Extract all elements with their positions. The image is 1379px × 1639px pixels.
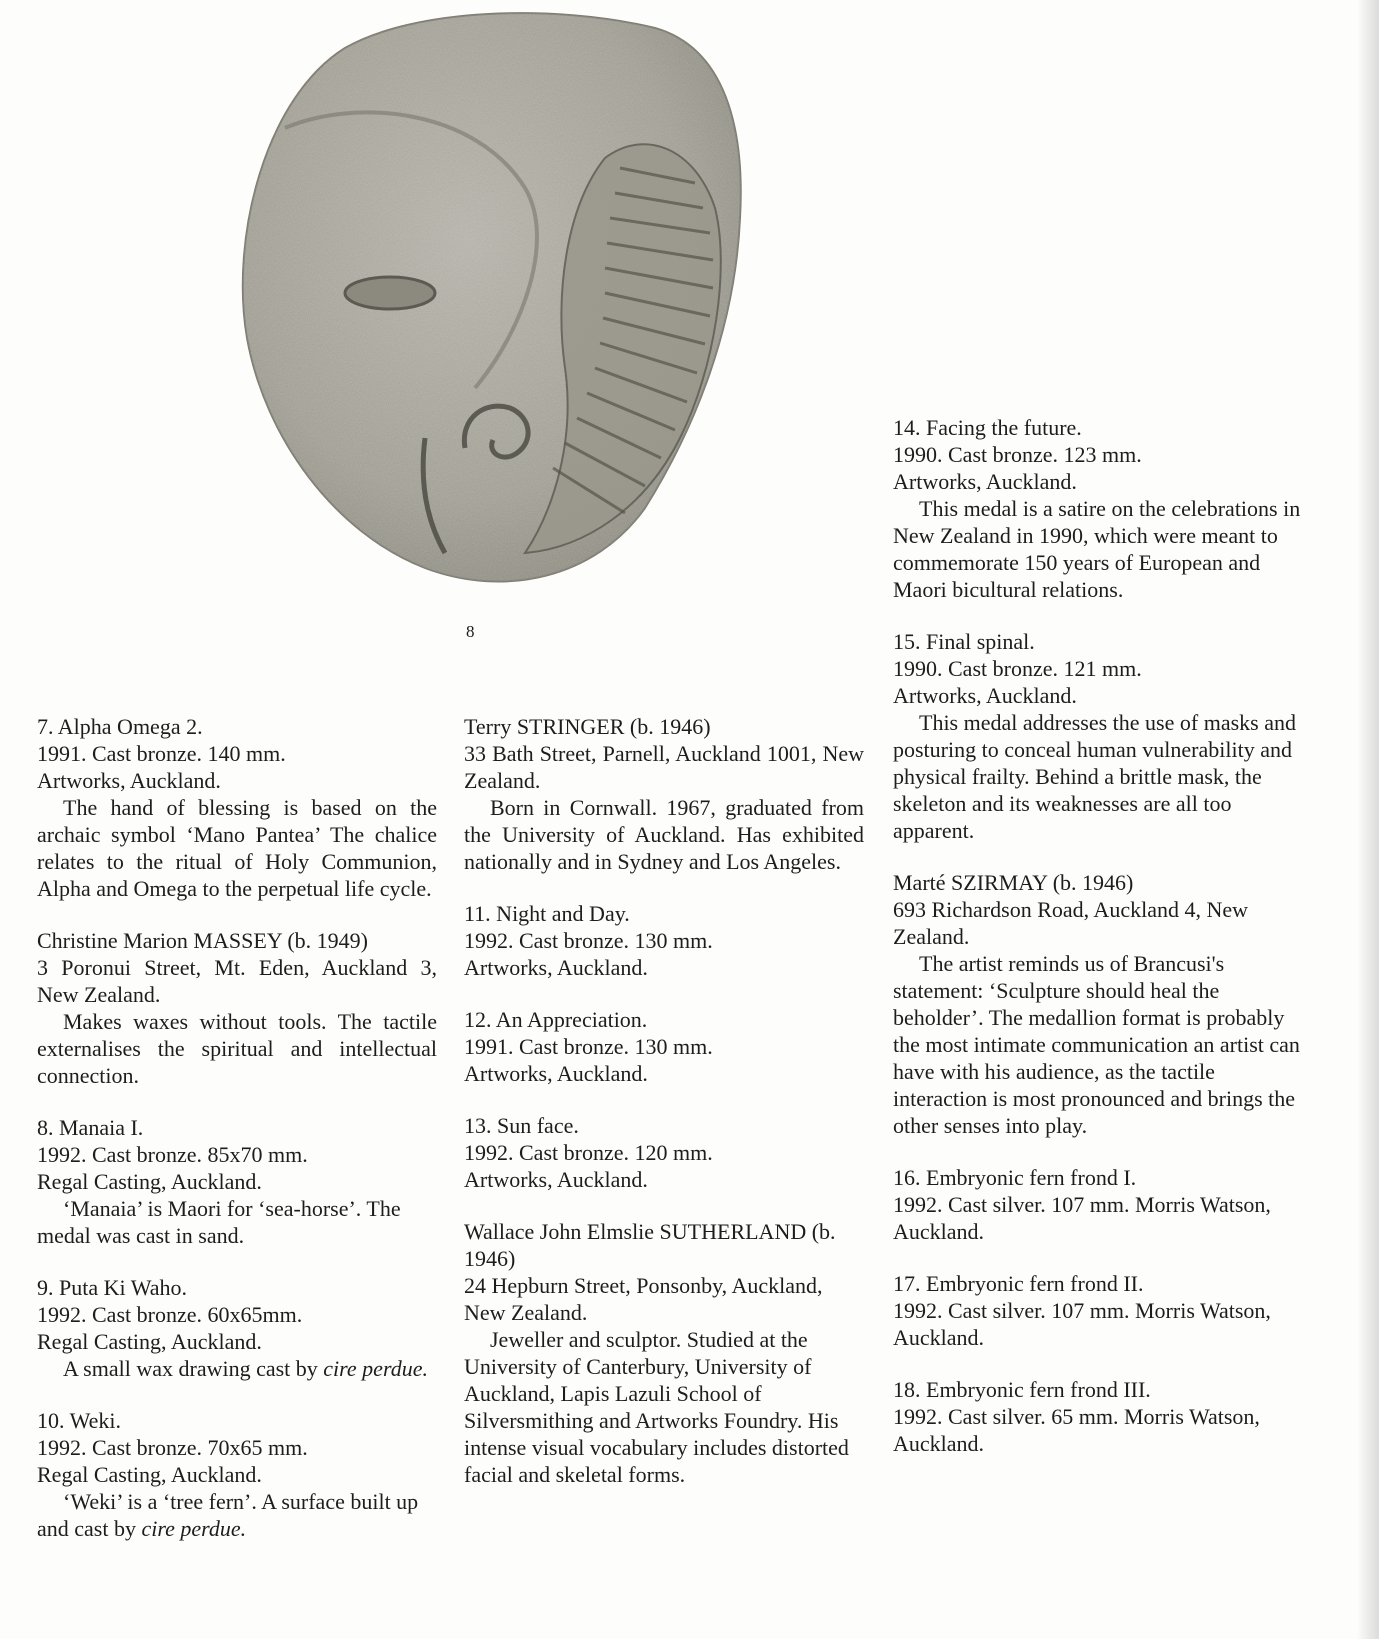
entry-description-text: ‘Weki’ is a ‘tree fern’. A surface built up and cast by [37, 1489, 419, 1541]
entry-description: This medal addresses the use of masks and posturing to conceal human vulnerability and physical frailty. Behind a brittle mask, the skeleton and its weaknesses are all too apparent. [893, 710, 1296, 843]
artist-address: 24 Hepburn Street, Ponsonby, Auckland, New Zealand. [464, 1273, 823, 1325]
entry-title: 15. Final spinal. [893, 629, 1035, 654]
entry-description-italic: cire perdue. [323, 1356, 428, 1381]
entry-title: 14. Facing the future. [893, 415, 1082, 440]
entry-details: 1992. Cast bronze. 130 mm. [464, 928, 713, 953]
artist-name: Wallace John Elmslie SUTHERLAND (b. 1946) [464, 1219, 836, 1271]
catalogue-entry-13 [464, 1112, 864, 1193]
artist-entry-sutherland [464, 1218, 864, 1488]
entry-details: 1992. Cast silver. 107 mm. Morris Watson, Auckland. [893, 1192, 1271, 1244]
entry-details: 1991. Cast bronze. 140 mm. [37, 741, 286, 766]
entry-details: 1990. Cast bronze. 123 mm. [893, 442, 1142, 467]
entry-details: 1992. Cast bronze. 60x65mm. [37, 1302, 303, 1327]
catalogue-entry-10 [37, 1407, 437, 1542]
artist-entry-massey [37, 927, 437, 1089]
entry-description-italic: cire perdue. [141, 1516, 247, 1541]
artist-entry-szirmay [893, 869, 1303, 1139]
entry-title: 7. Alpha Omega 2. [37, 714, 203, 739]
entry-title: 10. Weki. [37, 1408, 121, 1433]
artist-name: Terry STRINGER (b. 1946) [464, 714, 711, 739]
entry-title: 16. Embryonic fern frond I. [893, 1165, 1137, 1190]
entry-maker: Artworks, Auckland. [464, 1167, 648, 1192]
entry-description-text: A small wax drawing cast by [63, 1356, 324, 1381]
column-left [37, 713, 437, 1567]
catalogue-entry-11 [464, 900, 864, 981]
entry-details: 1992. Cast silver. 107 mm. Morris Watson, Auckland. [893, 1298, 1271, 1350]
entry-maker: Artworks, Auckland. [464, 955, 648, 980]
entry-title: 18. Embryonic fern frond III. [893, 1377, 1151, 1402]
artist-description: Born in Cornwall. 1967, graduated from the University of Auckland. Has exhibited nationally and in Sydney and Los Angeles. [464, 795, 864, 874]
catalogue-entry-15 [893, 628, 1303, 844]
entry-maker: Regal Casting, Auckland. [37, 1169, 262, 1194]
catalogue-entry-9 [37, 1274, 437, 1382]
artist-address: 33 Bath Street, Parnell, Auckland 1001, New Zealand. [464, 741, 864, 793]
entry-title: 13. Sun face. [464, 1113, 579, 1138]
entry-maker: Artworks, Auckland. [893, 683, 1077, 708]
entry-description: ‘Manaia’ is Maori for ‘sea-horse’. The medal was cast in sand. [37, 1196, 401, 1248]
entry-details: 1991. Cast bronze. 130 mm. [464, 1034, 713, 1059]
catalogue-entry-12 [464, 1006, 864, 1087]
entry-details: 1990. Cast bronze. 121 mm. [893, 656, 1142, 681]
entry-details: 1992. Cast bronze. 70x65 mm. [37, 1435, 308, 1460]
entry-title: 12. An Appreciation. [464, 1007, 648, 1032]
entry-description: The hand of blessing is based on the archaic symbol ‘Mano Pantea’ The chalice relates to the ritual of Holy Communion, Alpha and Omega to the perpetual life cycle. [37, 795, 437, 901]
artist-name: Marté SZIRMAY (b. 1946) [893, 870, 1134, 895]
entry-title: 8. Manaia I. [37, 1115, 144, 1140]
entry-description [37, 1355, 437, 1382]
artist-address: 693 Richardson Road, Auckland 4, New Zealand. [893, 897, 1248, 949]
entry-maker: Artworks, Auckland. [893, 469, 1077, 494]
entry-details: 1992. Cast bronze. 85x70 mm. [37, 1142, 308, 1167]
catalogue-entry-14 [893, 414, 1303, 603]
entry-description [37, 1488, 437, 1542]
column-right [893, 414, 1303, 1482]
artist-name: Christine Marion MASSEY (b. 1949) [37, 928, 369, 953]
medal-image [225, 8, 765, 618]
column-middle [464, 713, 864, 1513]
entry-maker: Artworks, Auckland. [37, 768, 221, 793]
entry-details: 1992. Cast silver. 65 mm. Morris Watson, Auckland. [893, 1404, 1260, 1456]
catalogue-entry-16 [893, 1164, 1303, 1245]
entry-description: This medal is a satire on the celebrations in New Zealand in 1990, which were meant to commemorate 150 years of European and Maori bicultural relations. [893, 496, 1301, 602]
artist-description: Makes waxes without tools. The tactile externalises the spiritual and intellectual connection. [37, 1009, 437, 1088]
page-edge-shadow [1357, 0, 1379, 1639]
figure-number: 8 [466, 622, 475, 641]
entry-details: 1992. Cast bronze. 120 mm. [464, 1140, 713, 1165]
artist-description: The artist reminds us of Brancusi's statement: ‘Sculpture should heal the beholder’. The medallion format is probably the most intimate communication an artist can have with his audience, as the tactile interaction is most pronounced and brings the other senses into play. [893, 951, 1300, 1138]
entry-title: 9. Puta Ki Waho. [37, 1275, 187, 1300]
artist-address: 3 Poronui Street, Mt. Eden, Auckland 3, New Zealand. [37, 955, 437, 1007]
entry-maker: Regal Casting, Auckland. [37, 1329, 262, 1354]
entry-maker: Artworks, Auckland. [464, 1061, 648, 1086]
medal-photo-svg [225, 8, 765, 618]
entry-maker: Regal Casting, Auckland. [37, 1462, 262, 1487]
artist-entry-stringer [464, 713, 864, 875]
catalogue-entry-18 [893, 1376, 1303, 1457]
catalogue-entry-7 [37, 713, 437, 902]
entry-title: 11. Night and Day. [464, 901, 630, 926]
catalogue-entry-17 [893, 1270, 1303, 1351]
catalogue-entry-8 [37, 1114, 437, 1249]
entry-title: 17. Embryonic fern frond II. [893, 1271, 1144, 1296]
artist-description: Jeweller and sculptor. Studied at the University of Canterbury, University of Auckland, Lapis Lazuli School of Silversmithing and Artworks Foundry. His intense visual vocabulary includes distorted facial and skeletal forms. [464, 1327, 849, 1487]
